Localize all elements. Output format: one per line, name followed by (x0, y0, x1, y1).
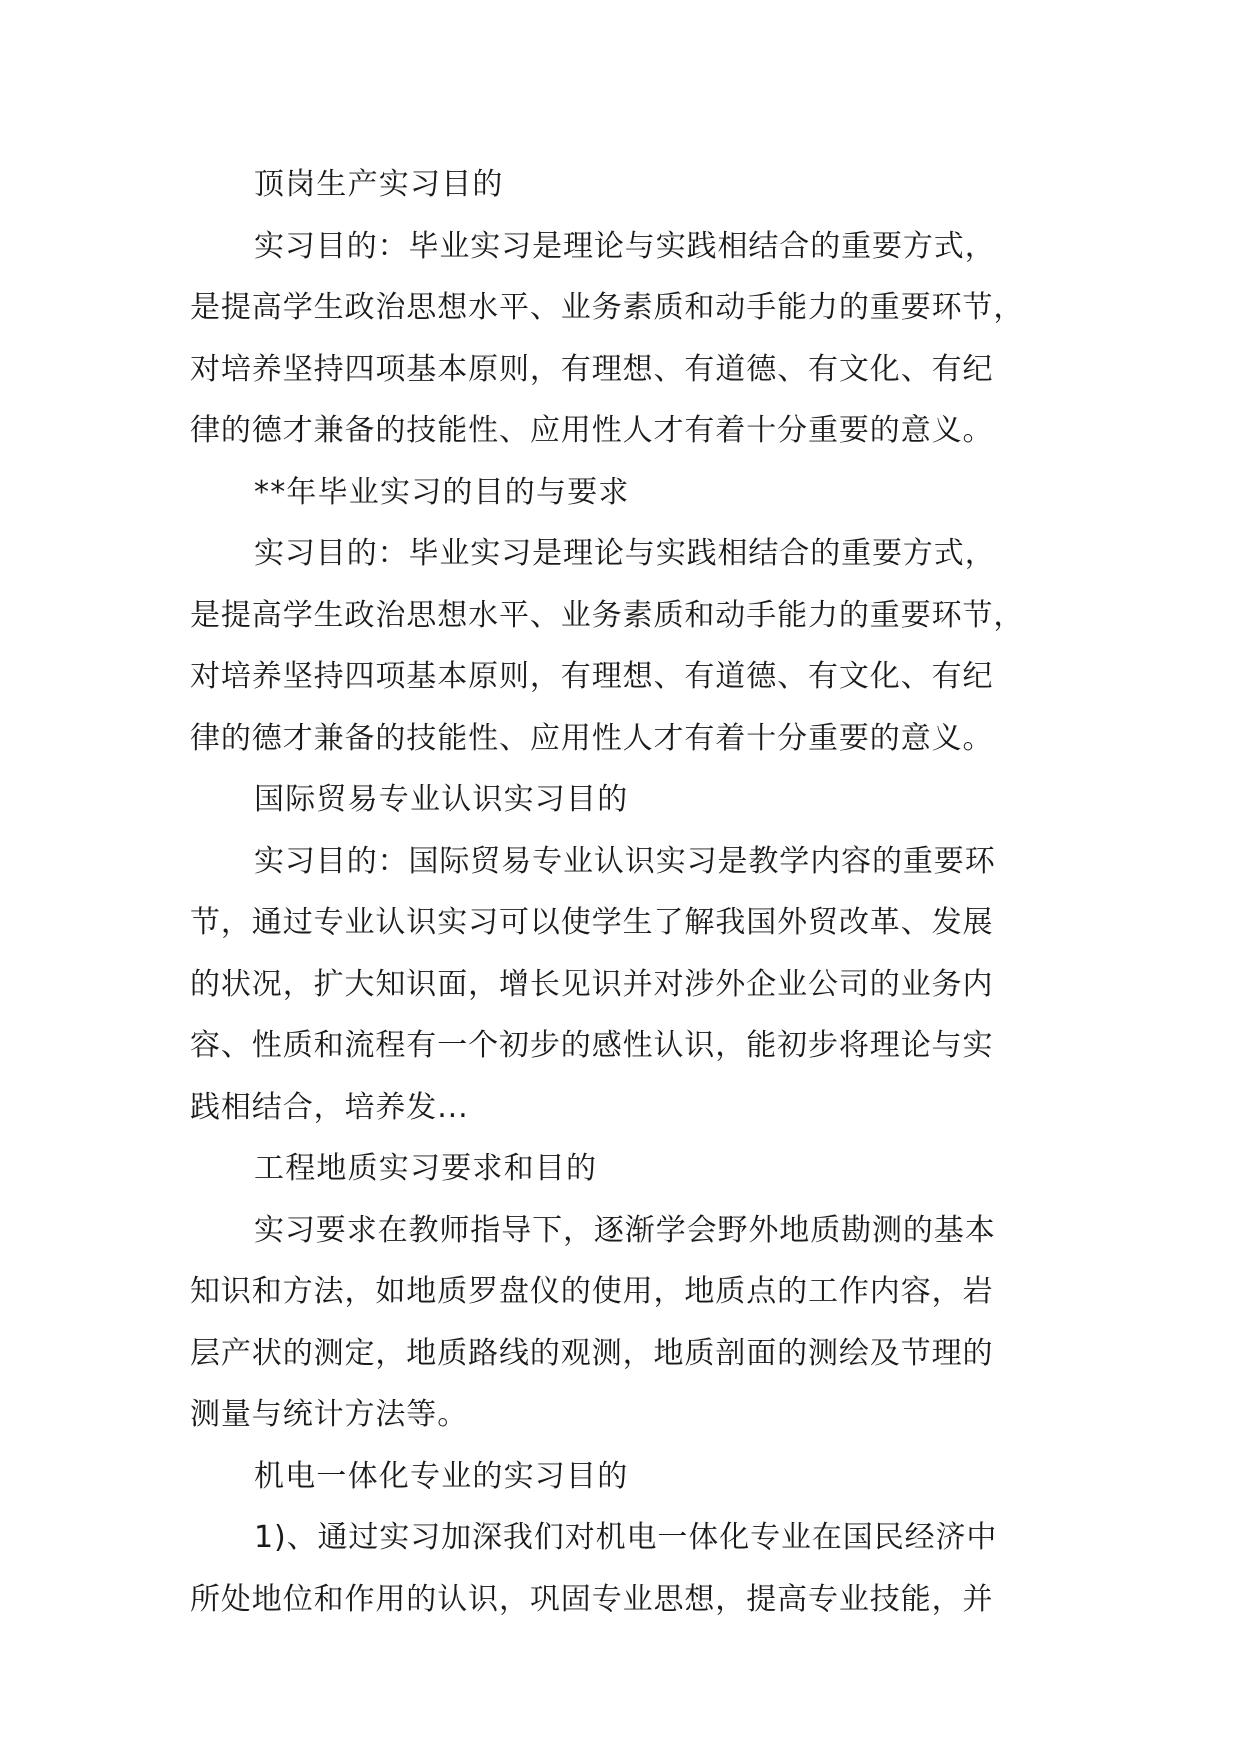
paragraph-line: 容、性质和流程有一个初步的感性认识，能初步将理论与实 (190, 1028, 994, 1063)
paragraph-line: 所处地位和作用的认识，巩固专业思想，提高专业技能，并 (190, 1581, 994, 1617)
paragraph-line: 实习目的：毕业实习是理论与实践相结合的重要方式， (254, 228, 996, 264)
paragraph-line: 是提高学生政治思想水平、业务素质和动手能力的重要环节， (190, 290, 1025, 325)
paragraph-line: 是提高学生政治思想水平、业务素质和动手能力的重要环节， (190, 597, 1025, 633)
section-title: 国际贸易专业认识实习目的 (254, 782, 629, 817)
paragraph-line: 节，通过专业认识实习可以使学生了解我国外贸改革、发展 (190, 905, 994, 940)
section-title: 机电一体化专业的实习目的 (254, 1458, 629, 1494)
paragraph-line: 律的德才兼备的技能性、应用性人才有着十分重要的意义。 (190, 720, 994, 756)
paragraph-line: 知识和方法，如地质罗盘仪的使用，地质点的工作内容，岩 (190, 1274, 994, 1309)
paragraph-line: 层产状的测定，地质路线的观测，地质剖面的测绘及节理的 (190, 1335, 994, 1371)
paragraph-line: 律的德才兼备的技能性、应用性人才有着十分重要的意义。 (190, 413, 994, 448)
paragraph-line: 践相结合，培养发... (190, 1089, 469, 1125)
paragraph-line: 实习目的：国际贸易专业认识实习是教学内容的重要环 (254, 843, 996, 879)
paragraph-line: 测量与统计方法等。 (190, 1397, 469, 1432)
paragraph-line: 实习要求在教师指导下，逐渐学会野外地质勘测的基本 (254, 1212, 996, 1248)
section-title: **年毕业实习的目的与要求 (254, 474, 630, 510)
paragraph-line: 的状况，扩大知识面，增长见识并对涉外企业公司的业务内 (190, 966, 994, 1002)
section-title: 顶岗生产实习目的 (254, 167, 504, 202)
paragraph-line: 1)、通过实习加深我们对机电一体化专业在国民经济中 (254, 1520, 998, 1555)
document-body (190, 154, 1080, 1630)
paragraph-line: 对培养坚持四项基本原则，有理想、有道德、有文化、有纪 (190, 659, 994, 694)
paragraph-line: 对培养坚持四项基本原则，有理想、有道德、有文化、有纪 (190, 351, 994, 387)
paragraph-line: 实习目的：毕业实习是理论与实践相结合的重要方式， (254, 536, 996, 571)
section-title: 工程地质实习要求和目的 (254, 1151, 598, 1186)
